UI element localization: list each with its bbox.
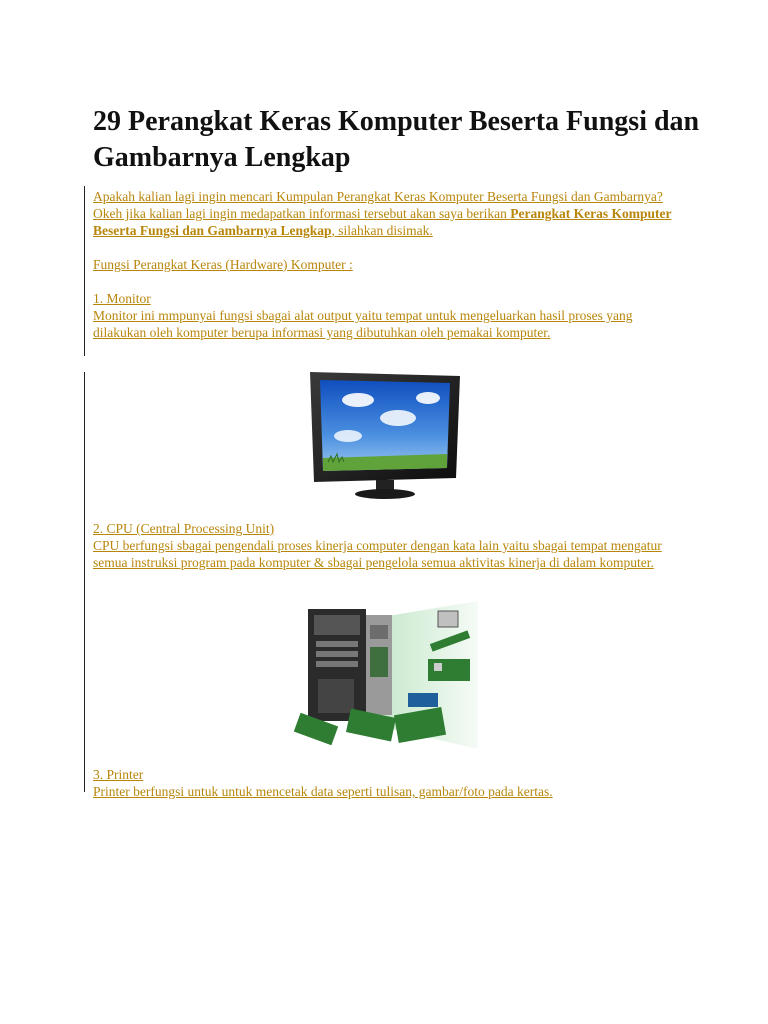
monitor-image: [288, 370, 480, 504]
item-monitor-heading[interactable]: 1. Monitor: [93, 291, 151, 306]
item-monitor-description[interactable]: Monitor ini mmpunyai fungsi sbagai alat output yaitu tempat untuk mengeluarkan hasil proses yang dilakukan oleh komputer berupa informasi yang dibutuhkan oleh pemakai komputer.: [93, 308, 633, 340]
cpu-components-image: [288, 601, 480, 749]
item-cpu-heading[interactable]: 2. CPU (Central Processing Unit): [93, 521, 275, 536]
intro-bold-link[interactable]: Perangkat Keras Komputer Beserta Fungsi dan Gambarnya Lengkap: [93, 206, 672, 238]
item-cpu-description[interactable]: CPU berfungsi sbagai pengendali proses kinerja computer dengan kata lain yaitu sbagai tempat mengatur semua instruksi program pada komputer & sbagai pengelola semua aktivitas kinerja di dalam komputer.: [93, 538, 662, 570]
intro-text-after[interactable]: , silahkan disimak.: [331, 223, 433, 238]
item-printer-description[interactable]: Printer berfungsi untuk untuk mencetak data seperti tulisan, gambar/foto pada kertas.: [93, 784, 553, 799]
page-title: 29 Perangkat Keras Komputer Beserta Fungsi dan Gambarnya Lengkap: [93, 106, 700, 173]
intro-text[interactable]: Apakah kalian lagi ingin mencari Kumpulan Perangkat Keras Komputer Beserta Fungsi dan Gambarnya? Okeh jika kalian lagi ingin medapatkan informasi tersebut akan saya berikan: [93, 189, 663, 221]
margin-bar: [84, 372, 85, 792]
item-printer-heading[interactable]: 3. Printer: [93, 767, 144, 782]
margin-bar: [84, 186, 85, 356]
intro-paragraph[interactable]: [93, 188, 693, 239]
section-heading[interactable]: Fungsi Perangkat Keras (Hardware) Komputer :: [93, 257, 353, 272]
